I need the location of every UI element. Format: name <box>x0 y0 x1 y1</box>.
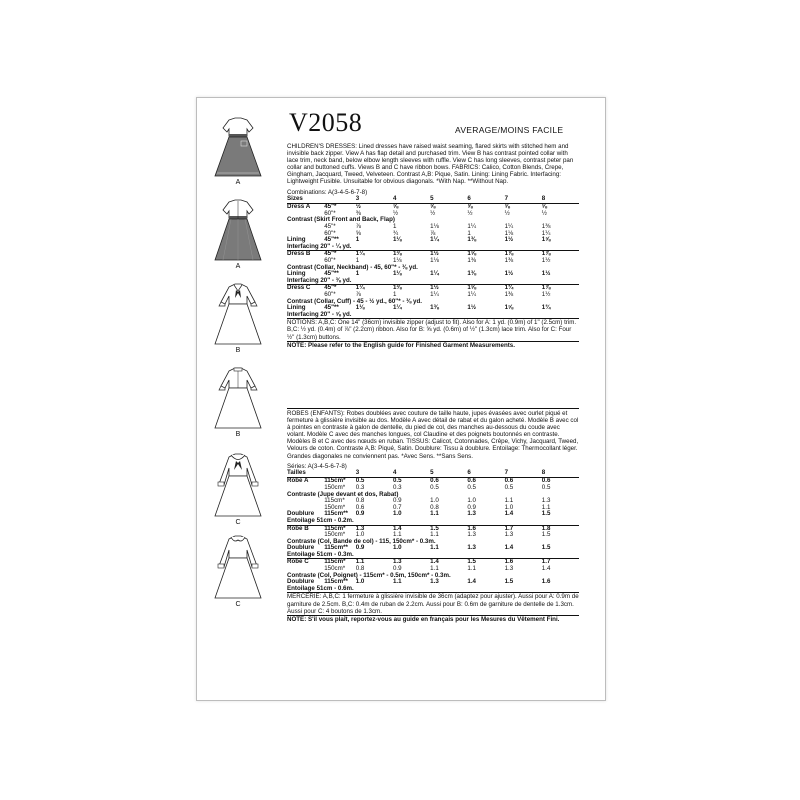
yardage-value: 1⅜ <box>393 285 430 292</box>
english-notions: NOTIONS: A,B,C: One 14" (36cm) invisible zipper (adjust to fit). Also for A: 1 yd. (0.9m) of 1" (2.5cm) trim. B,C: ½ yd. (0.4m) of ⅞" (2.2cm) ribbon. Also for B: ⅝ yd. (0.6m) of ½" (1.3cm) lace trim. Also for C: Four ½" (1.3cm) buttons. <box>287 319 577 341</box>
french-combinations: Séries: A(3-4-5-6-7-8) <box>287 462 347 470</box>
yardage-span-label: Interfacing 20" - ¼ yd. <box>287 242 352 250</box>
yardage-value: 1.1 <box>392 531 402 539</box>
row-label <box>287 224 324 231</box>
yardage-value: 1½ <box>504 270 514 278</box>
fabric-width: 115cm* <box>324 559 356 566</box>
french-section <box>287 408 579 623</box>
yardage-value: 0.8 <box>355 497 365 505</box>
yardage-value: 0.3 <box>355 483 365 491</box>
yardage-value: 1.4 <box>504 510 514 518</box>
yardage-value: 1⅜ <box>541 223 551 231</box>
dress-a-back-icon <box>209 198 267 262</box>
yardage-value: 1¼ <box>467 290 476 298</box>
yardage-value: 1⅛ <box>504 229 514 237</box>
yardage-value: ⅞ <box>430 229 436 237</box>
yardage-value: 1.1 <box>430 544 439 552</box>
yardage-value: 1.3 <box>504 565 514 573</box>
yardage-value: 1¼ <box>430 236 439 244</box>
row-label: Robe A <box>287 477 309 485</box>
yardage-value: 1.4 <box>541 565 551 573</box>
yardage-value: 3 <box>356 196 393 204</box>
yardage-value: 5 <box>430 196 467 204</box>
english-combinations: Combinations: A(3-4-5-6-7-8) <box>287 188 368 196</box>
yardage-span-label: Contrast (Collar, Cuff) - 45 - ½ yd., 60"* - ⅜ yd. <box>287 297 422 305</box>
yardage-span-label: Interfacing 20" - ⅝ yd. <box>287 310 352 318</box>
fabric-width: 115cm* <box>324 525 356 532</box>
yardage-value: 6 <box>467 196 504 204</box>
yardage-value: 1.6 <box>505 559 542 566</box>
row-label: Lining <box>287 270 306 278</box>
yardage-value: ½ <box>504 209 510 217</box>
yardage-value: 1.0 <box>467 497 476 505</box>
yardage-value: ½ <box>392 209 399 217</box>
yardage-value: 1½ <box>467 304 476 312</box>
yardage-value: 1.1 <box>430 510 439 518</box>
yardage-value: 1.3 <box>504 531 514 539</box>
yardage-value: 5 <box>430 470 467 478</box>
yardage-value: 6 <box>467 470 504 478</box>
yardage-value: 1⅛ <box>392 236 402 244</box>
yardage-value: 1.4 <box>504 544 514 552</box>
yardage-value: ⅞ <box>355 223 361 231</box>
yardage-value: 1 <box>467 229 471 237</box>
yardage-value: 0.5 <box>430 483 439 491</box>
yardage-value: 1.1 <box>504 497 514 505</box>
yardage-value: 0.6 <box>467 477 476 485</box>
yardage-value: 0.9 <box>467 503 476 511</box>
yardage-value: 1½ <box>504 236 514 244</box>
view-label: B <box>235 347 241 354</box>
yardage-value: 1.7 <box>505 525 542 532</box>
yardage-value: 0.6 <box>430 477 439 485</box>
fabric-width: 150cm* <box>324 483 346 491</box>
row-label: Dress B <box>287 251 324 258</box>
yardage-value: 0.5 <box>541 483 551 491</box>
yardage-value: 1⅜ <box>504 257 514 264</box>
fabric-width: 45"* <box>324 251 356 258</box>
yardage-value: 1 <box>355 270 360 278</box>
yardage-value: 1⅜ <box>393 251 430 258</box>
yardage-value: ½ <box>541 209 547 217</box>
fabric-width: 115cm** <box>324 510 348 518</box>
yardage-value: 1.5 <box>430 525 467 532</box>
yardage-value: 1¼ <box>430 290 439 298</box>
view-a-front-illustration <box>209 116 267 186</box>
fabric-width: 115cm** <box>324 544 348 552</box>
yardage-value: 1.3 <box>430 578 439 586</box>
fabric-width: 150cm* <box>324 503 346 511</box>
yardage-value: 1¼ <box>430 270 439 278</box>
yardage-span-label: Entoilage 51cm - 0.3m. <box>287 550 354 558</box>
yardage-value: 1⅜ <box>467 236 476 244</box>
yardage-value: 4 <box>393 196 430 204</box>
difficulty-level: AVERAGE/MOINS FACILE <box>455 125 564 135</box>
view-label: A <box>235 263 241 270</box>
yardage-value: ⅝ <box>541 203 547 211</box>
yardage-value: 1½ <box>430 285 467 292</box>
yardage-value: ½ <box>430 209 436 217</box>
yardage-value: 0.8 <box>355 565 365 573</box>
dress-b-front-icon <box>209 282 267 346</box>
yardage-value: 1.4 <box>393 525 430 532</box>
fabric-width: 150cm* <box>324 565 346 573</box>
yardage-span-label: Contraste (Jupe devant et dos, Rabat) <box>287 490 399 498</box>
yardage-value: ¾ <box>392 229 399 237</box>
pattern-number: V2058 <box>289 108 363 137</box>
yardage-value: 1.0 <box>392 510 402 518</box>
yardage-value: 1.5 <box>541 544 551 552</box>
row-label: Doublure <box>287 578 315 586</box>
yardage-value: 1½ <box>541 290 551 298</box>
yardage-value: 1.5 <box>541 510 551 518</box>
yardage-value: 1.0 <box>392 544 402 552</box>
yardage-value: ⅝ <box>467 203 473 211</box>
yardage-value: 1 <box>392 223 397 231</box>
row-label: Dress A <box>287 203 311 211</box>
yardage-value: 1⅞ <box>542 285 579 292</box>
french-note: NOTE: S'il vous plaît, reportez-vous au guide en français pour les Mesures du Vêtement Fini. <box>287 615 560 623</box>
yardage-value: 1⅛ <box>392 257 402 264</box>
fabric-width: 60"* <box>324 209 336 217</box>
row-label: Lining <box>287 236 306 244</box>
yardage-value: 1.5 <box>467 559 504 566</box>
yardage-value: 1.5 <box>504 578 514 586</box>
fabric-width: 150cm* <box>324 531 346 539</box>
yardage-value: 1.1 <box>467 565 476 573</box>
row-label: Robe B <box>287 525 324 532</box>
yardage-value: 0.6 <box>355 503 365 511</box>
yardage-value: 1¼ <box>504 223 514 231</box>
yardage-value: 0.6 <box>504 477 514 485</box>
yardage-value: 1.0 <box>355 531 365 539</box>
yardage-value: 0.6 <box>541 477 551 485</box>
dress-c-front-icon <box>209 452 267 518</box>
yardage-span-label: Contraste (Col, Poignet) - 115cm* - 0.5m, 150cm* - 0.3m. <box>287 571 451 579</box>
yardage-value: 1.3 <box>541 497 551 505</box>
view-label: C <box>235 601 241 608</box>
yardage-value: ⅝ <box>504 203 510 211</box>
fabric-width: 45"* <box>324 285 356 292</box>
yardage-value: 1¼ <box>541 229 551 237</box>
yardage-value: 1.8 <box>542 525 579 532</box>
row-label: Tailles <box>287 470 324 478</box>
yardage-value: 1⅝ <box>541 236 551 244</box>
yardage-value: 1.3 <box>467 544 476 552</box>
yardage-value: 0.3 <box>392 483 402 491</box>
yardage-value: 3 <box>356 470 393 478</box>
dress-c-collar-icon <box>209 534 267 600</box>
yardage-value: 1⅞ <box>542 251 579 258</box>
yardage-row <box>287 586 579 593</box>
yardage-value: 1¼ <box>392 304 402 312</box>
yardage-value: 1.0 <box>355 578 365 586</box>
yardage-value: ⅝ <box>392 203 399 211</box>
yardage-value: 1.3 <box>467 510 476 518</box>
yardage-value: ½ <box>355 203 361 211</box>
view-illustrations <box>197 98 277 700</box>
fabric-width: 45"* <box>324 223 336 231</box>
yardage-value: 1.1 <box>541 503 551 511</box>
yardage-value: ⅝ <box>355 229 361 237</box>
yardage-value: 1¼ <box>356 285 393 292</box>
english-yardage-table <box>287 196 579 319</box>
yardage-value: 1.1 <box>392 578 402 586</box>
fabric-width: 115cm* <box>324 477 346 485</box>
yardage-value: 0.5 <box>504 483 514 491</box>
fabric-width: 115cm* <box>324 497 345 505</box>
yardage-value: 0.5 <box>355 477 365 485</box>
yardage-value: 1.7 <box>542 559 579 566</box>
yardage-value: 1.6 <box>541 578 551 586</box>
yardage-value: 1½ <box>430 251 467 258</box>
yardage-value: 1 <box>392 290 397 298</box>
yardage-value: 0.9 <box>355 510 365 518</box>
yardage-value: ½ <box>467 209 473 217</box>
fabric-width: 115cm** <box>324 578 348 586</box>
yardage-value: 1⅛ <box>355 304 365 312</box>
fabric-width: 45"* <box>324 203 337 211</box>
view-label: A <box>235 179 241 186</box>
english-note: NOTE: Please refer to the English guide for Finished Garment Measurements. <box>287 341 515 349</box>
french-yardage-table <box>287 470 579 593</box>
yardage-row <box>287 518 579 525</box>
yardage-value: 0.9 <box>392 565 402 573</box>
yardage-value: 1.1 <box>430 565 439 573</box>
yardage-value: 8 <box>542 470 579 478</box>
yardage-value: 1½ <box>541 270 551 278</box>
yardage-span-label: Entoilage 51cm - 0.2m. <box>287 516 354 524</box>
yardage-value: 1¾ <box>541 304 551 312</box>
yardage-value: 1¼ <box>467 223 476 231</box>
dress-a-front-icon <box>209 116 267 178</box>
view-b-back-illustration <box>209 366 267 438</box>
yardage-value: 1.6 <box>467 525 504 532</box>
fabric-width: 45"** <box>324 270 339 278</box>
view-c-collar-illustration <box>209 534 267 608</box>
fabric-width: 60"* <box>324 229 336 237</box>
yardage-value: 1⅛ <box>392 270 402 278</box>
view-a-back-illustration <box>209 198 267 270</box>
yardage-value: 0.8 <box>430 503 439 511</box>
yardage-value: 1⅛ <box>430 223 439 231</box>
view-label: C <box>235 519 241 526</box>
english-description: CHILDREN'S DRESSES: Lined dresses have raised waist seaming, flared skirts with stitched hem and invisible back zipper. View A has flap detail and purchased trim. View B has contrast pointed collar with lace trim, neck band, below elbow length sleeves with ruffle. View C has long sleeves, contrast peter pan collar and buttoned cuffs. Views B and C have ribbon bows. FABRICS: Calico, Cotton Blends, Crepe, Gingham, Jacquard, Tweed, Velveteen. Contrast A,B: Pique, Satin. Lining: Lining Fabric. Interfacing: Lightweight Fusible. Unsuitable for obvious diagonals. *With Nap. **Without Nap. <box>287 143 574 186</box>
yardage-span-label: Contrast (Collar, Neckband) - 45, 60"* - ⅜ yd. <box>287 263 418 271</box>
yardage-value: 1¾ <box>505 285 542 292</box>
yardage-value: 1.1 <box>356 559 393 566</box>
english-section <box>287 143 579 349</box>
fabric-width: 45"** <box>324 304 339 312</box>
yardage-value: 1⅜ <box>467 257 476 264</box>
pattern-envelope-back <box>196 97 606 701</box>
row-label: Doublure <box>287 510 315 518</box>
yardage-value: 1⅜ <box>467 270 476 278</box>
yardage-value: 1 <box>355 236 360 244</box>
yardage-value: ⅞ <box>355 290 361 298</box>
french-description: ROBES (ENFANTS): Robes doublées avec couture de taille haute, jupes évasées avec ourlet piqué et fermeture à glissière invisible au dos. Modèle A avec détail de rabat et du galon acheté. Modèle B avec col à pointes en contraste à galon de dentelle, du pied de col, des manches au-dessous du coude avec volant. Modèle C avec des manches longues, col Claudine et des poignets boutonnés en contraste. Modèles B et C avec des nœuds en ruban. TISSUS: Calicot, Cotonnades, Crêpe, Vichy, Jacquard, Tweed, Velours de coton. Contraste A,B: Piqué, Satin. Doublure: Tissu à doublure. Entoilage: Thermocollant léger. Grandes diagonales ne conviennent pas. *Avec Sens. **Sans Sens. <box>287 410 579 460</box>
yardage-span-label: Entoilage 51cm - 0.6m. <box>287 584 354 592</box>
yardage-value: 1⅜ <box>430 304 439 312</box>
yardage-value: 1 <box>355 257 360 264</box>
yardage-value: 1.3 <box>467 531 476 539</box>
yardage-value: 1.5 <box>541 531 551 539</box>
yardage-value: 8 <box>542 196 579 204</box>
yardage-value: 4 <box>393 470 430 478</box>
row-label: Robe C <box>287 559 324 566</box>
row-label: Sizes <box>287 196 324 204</box>
fabric-width: 60"* <box>324 257 336 264</box>
yardage-span-label: Contraste (Col, Bande de col) - 115, 150cm* - 0.3m. <box>287 537 436 545</box>
yardage-value: 1.3 <box>356 525 393 532</box>
yardage-value: 1.4 <box>467 578 476 586</box>
yardage-value: 0.5 <box>467 483 476 491</box>
yardage-value: ⅝ <box>430 203 436 211</box>
yardage-value: 1⅝ <box>467 251 504 258</box>
view-b-front-illustration <box>209 282 267 354</box>
yardage-row <box>287 312 579 319</box>
yardage-value: 1.1 <box>430 531 439 539</box>
yardage-value: 1.0 <box>430 497 439 505</box>
yardage-value: 7 <box>505 470 542 478</box>
view-label: B <box>235 431 241 438</box>
fabric-width: 60"* <box>324 290 336 298</box>
french-notions: MERCERIE: A,B,C: 1 fermeture à glissière invisible de 36cm (adaptez pour ajuster). Aussi pour A: 0.9m de garniture de 2.5cm. B,C: 0.4m de ruban de 2.2cm. Aussi pour B: 0.6m de garniture de dentelle de 1.3cm. Aussi pour C: 4 boutons de 1.3cm. <box>287 593 579 615</box>
yardage-value: 7 <box>505 196 542 204</box>
yardage-value: 1.0 <box>504 503 514 511</box>
yardage-value: 0.9 <box>355 544 365 552</box>
yardage-value: 1⅛ <box>430 257 439 264</box>
row-label <box>287 498 324 505</box>
row-label: Doublure <box>287 544 315 552</box>
yardage-span-label: Interfacing 20" - ⅜ yd. <box>287 276 352 284</box>
yardage-value: 0.5 <box>392 477 402 485</box>
yardage-value: 1⅞ <box>505 251 542 258</box>
fabric-width: 45"** <box>324 236 339 244</box>
dress-b-back-icon <box>209 366 267 430</box>
view-c-front-illustration <box>209 452 267 526</box>
row-label: Dress C <box>287 285 324 292</box>
row-label: Lining <box>287 304 306 312</box>
yardage-value: 1½ <box>541 257 551 264</box>
yardage-value: 1⅜ <box>504 290 514 298</box>
yardage-value: ⅜ <box>355 209 361 217</box>
yardage-span-label: Contrast (Skirt Front and Back, Flap) <box>287 216 395 224</box>
yardage-value: 0.7 <box>392 503 402 511</box>
yardage-value: 1.4 <box>430 559 467 566</box>
yardage-value: 1¼ <box>356 251 393 258</box>
yardage-value: 1⅝ <box>504 304 514 312</box>
yardage-value: 0.9 <box>392 497 402 505</box>
yardage-value: 1⅝ <box>467 285 504 292</box>
yardage-value: 1.3 <box>393 559 430 566</box>
